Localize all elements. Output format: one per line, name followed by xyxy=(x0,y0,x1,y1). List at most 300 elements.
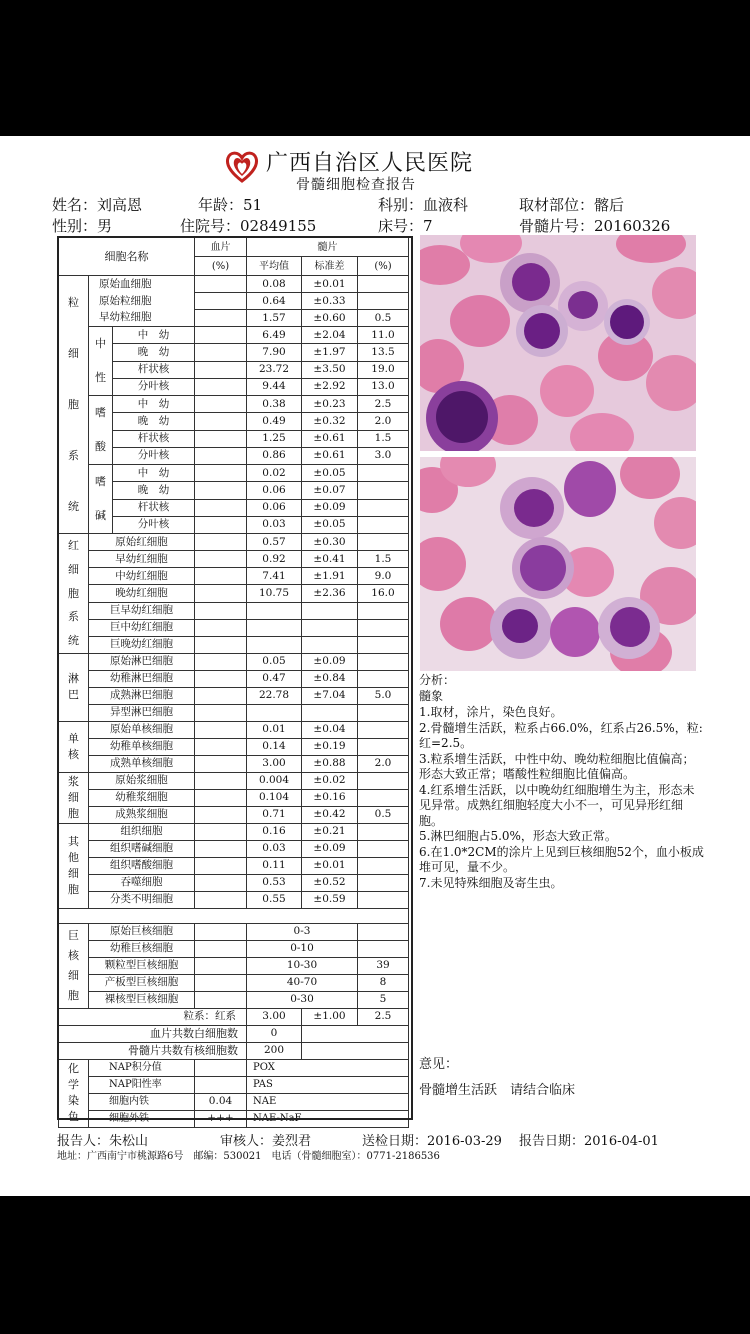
table-row xyxy=(59,1076,409,1093)
pct-value: 39 xyxy=(358,957,409,974)
row-name: 原始淋巴细胞 xyxy=(89,653,195,670)
sd-value: ±0.23 xyxy=(302,396,358,413)
table-row xyxy=(59,1093,409,1110)
mean-value: 0.55 xyxy=(247,891,302,908)
pct-value xyxy=(358,465,409,482)
blood-value xyxy=(195,891,247,908)
mean-value: 0.08 xyxy=(247,276,302,293)
row-name: 原始红细胞 xyxy=(89,534,195,551)
blood-value xyxy=(195,413,247,430)
blood-value xyxy=(195,534,247,551)
sd-value: ±0.19 xyxy=(302,738,358,755)
group-other: 其 他 细 胞 xyxy=(59,823,89,908)
row-name: 组织嗜酸细胞 xyxy=(89,857,195,874)
row-name: 成熟浆细胞 xyxy=(89,806,195,823)
table-row xyxy=(59,1042,409,1059)
pct-value xyxy=(358,874,409,891)
mean-value: 0.86 xyxy=(247,447,302,464)
pct-value xyxy=(358,840,409,857)
pct-value xyxy=(358,516,409,533)
sd-value: ±0.61 xyxy=(302,447,358,464)
mean-value: 0.004 xyxy=(247,772,302,789)
blood-value xyxy=(195,430,247,447)
sd-value: ±0.41 xyxy=(302,551,358,568)
row-name: 裸核型巨核细胞 xyxy=(89,991,195,1008)
table-row xyxy=(59,908,409,923)
row-name: 杆状核 xyxy=(113,499,195,516)
table-row xyxy=(59,551,409,568)
table-row xyxy=(59,874,409,891)
blood-value xyxy=(195,991,247,1008)
row-name: 原始单核细胞 xyxy=(89,721,195,738)
analysis-section xyxy=(419,673,704,891)
sd-value: ±0.52 xyxy=(302,874,358,891)
table-row xyxy=(59,991,409,1008)
group-erythro: 红 细 胞 系 统 xyxy=(59,534,89,654)
table-row xyxy=(59,465,409,482)
pct-value xyxy=(358,857,409,874)
mean-value: 0.47 xyxy=(247,670,302,687)
sd-value: ±0.09 xyxy=(302,499,358,516)
blood-value xyxy=(195,738,247,755)
table-row xyxy=(59,940,409,957)
patient-dept: 科别：血液科 xyxy=(378,196,469,214)
chem-label: NAE xyxy=(247,1093,409,1110)
sd-value: ±0.04 xyxy=(302,721,358,738)
sd-value xyxy=(302,619,358,636)
blood-value xyxy=(195,327,247,344)
mean-value: 23.72 xyxy=(247,361,302,378)
pct-value xyxy=(358,772,409,789)
sd-value: ±0.07 xyxy=(302,482,358,499)
row-name: 早幼粒细胞 xyxy=(89,310,195,327)
report-date: 报告日期：2016-04-01 xyxy=(519,1134,659,1149)
mean-value: 0.92 xyxy=(247,551,302,568)
group-mega: 巨 核 细 胞 xyxy=(59,923,89,1008)
sample-site: 取材部位：髂后 xyxy=(519,196,625,214)
blood-value xyxy=(195,447,247,464)
blood-value xyxy=(195,602,247,619)
row-name: 组织细胞 xyxy=(89,823,195,840)
blood-value xyxy=(195,789,247,806)
table-row xyxy=(59,857,409,874)
ratio-mean: 3.00 xyxy=(247,1008,302,1025)
sd-value: ±0.88 xyxy=(302,755,358,772)
inpatient-number: 住院号：02849155 xyxy=(180,217,317,235)
ref-value: 40-70 xyxy=(247,974,358,991)
blood-value xyxy=(195,653,247,670)
pct-value: 13.0 xyxy=(358,378,409,395)
table-row xyxy=(59,602,409,619)
sd-value: ±0.09 xyxy=(302,840,358,857)
blood-value xyxy=(195,636,247,653)
blood-value xyxy=(195,396,247,413)
pct-value: 5.0 xyxy=(358,687,409,704)
empty-cell xyxy=(302,1042,409,1059)
mean-value: 0.71 xyxy=(247,806,302,823)
table-row xyxy=(59,1059,409,1076)
blood-value xyxy=(195,806,247,823)
header-marrow: 髓片 xyxy=(247,238,409,257)
pct-value: 9.0 xyxy=(358,568,409,585)
reporter: 报告人：朱松山 xyxy=(57,1134,149,1149)
table-row xyxy=(59,772,409,789)
pct-value xyxy=(358,619,409,636)
pct-value xyxy=(358,670,409,687)
sd-value xyxy=(302,636,358,653)
sd-value: ±0.09 xyxy=(302,653,358,670)
pct-value xyxy=(358,940,409,957)
pct-value xyxy=(358,704,409,721)
pct-value xyxy=(358,293,409,310)
blood-value xyxy=(195,687,247,704)
sd-value: ±0.60 xyxy=(302,310,358,327)
count-label: 骨髓片共数有核细胞数 xyxy=(59,1042,247,1059)
table-row xyxy=(59,789,409,806)
blood-value xyxy=(195,670,247,687)
mean-value: 7.41 xyxy=(247,568,302,585)
chem-label: PAS xyxy=(247,1076,409,1093)
mean-value: 0.14 xyxy=(247,738,302,755)
mean-value: 0.16 xyxy=(247,823,302,840)
row-name: 原始血细胞 xyxy=(89,276,195,293)
blood-value xyxy=(195,874,247,891)
report-page xyxy=(0,136,750,1196)
table-row xyxy=(59,738,409,755)
count-label: 血片共数白细胞数 xyxy=(59,1025,247,1042)
row-name: 早幼红细胞 xyxy=(89,551,195,568)
count-value: 0 xyxy=(247,1025,302,1042)
header-blood-unit: (%) xyxy=(195,257,247,276)
table-row xyxy=(59,974,409,991)
sd-value: ±2.36 xyxy=(302,585,358,602)
blood-value xyxy=(195,772,247,789)
mean-value: 0.104 xyxy=(247,789,302,806)
blood-value xyxy=(195,857,247,874)
subgroup-neutro: 中 性 xyxy=(89,327,113,396)
row-name: 中 幼 xyxy=(113,327,195,344)
ref-value: 10-30 xyxy=(247,957,358,974)
chem-value xyxy=(195,1059,247,1076)
row-name: 分叶核 xyxy=(113,516,195,533)
blood-value xyxy=(195,482,247,499)
blood-value xyxy=(195,619,247,636)
row-name: 杆状核 xyxy=(113,430,195,447)
header-cell-name: 细胞名称 xyxy=(59,238,195,276)
table-row xyxy=(59,636,409,653)
mean-value: 7.90 xyxy=(247,344,302,361)
chem-label: POX xyxy=(247,1059,409,1076)
mean-value: 0.03 xyxy=(247,516,302,533)
mean-value xyxy=(247,602,302,619)
blood-value xyxy=(195,551,247,568)
empty-cell xyxy=(302,1025,409,1042)
sd-value: ±0.21 xyxy=(302,823,358,840)
pct-value xyxy=(358,923,409,940)
pct-value: 16.0 xyxy=(358,585,409,602)
count-value: 200 xyxy=(247,1042,302,1059)
patient-name: 姓名：刘高恩 xyxy=(52,196,143,214)
micrograph-top xyxy=(420,235,696,451)
header-mean: 平均值 xyxy=(247,257,302,276)
blood-value xyxy=(195,585,247,602)
group-chem: 化 学 染 色 xyxy=(59,1059,89,1127)
row-name: 吞噬细胞 xyxy=(89,874,195,891)
sd-value xyxy=(302,602,358,619)
table-row xyxy=(59,1008,409,1025)
table-row xyxy=(59,1110,409,1127)
mean-value: 0.06 xyxy=(247,482,302,499)
sd-value: ±2.92 xyxy=(302,378,358,395)
sd-value: ±0.61 xyxy=(302,430,358,447)
chem-label: NAP积分值 xyxy=(89,1059,195,1076)
blood-value xyxy=(195,755,247,772)
pct-value: 2.5 xyxy=(358,396,409,413)
group-plasma: 浆 细 胞 xyxy=(59,772,89,823)
blood-value xyxy=(195,568,247,585)
table-row xyxy=(59,823,409,840)
blood-value xyxy=(195,974,247,991)
micrograph-bottom xyxy=(420,457,696,671)
row-name: 分叶核 xyxy=(113,378,195,395)
chem-label: NAP阳性率 xyxy=(89,1076,195,1093)
analysis-subheading: 髓象 xyxy=(419,688,444,703)
analysis-item: 7.未见特殊细胞及寄生虫。 xyxy=(419,875,563,890)
sd-value: ±0.42 xyxy=(302,806,358,823)
row-name: 异型淋巴细胞 xyxy=(89,704,195,721)
row-name: 分类不明细胞 xyxy=(89,891,195,908)
pct-value: 5 xyxy=(358,991,409,1008)
sd-value: ±0.32 xyxy=(302,413,358,430)
row-name: 颗粒型巨核细胞 xyxy=(89,957,195,974)
table-row xyxy=(59,327,409,344)
mean-value: 0.06 xyxy=(247,499,302,516)
sd-value: ±7.04 xyxy=(302,687,358,704)
blood-value xyxy=(195,499,247,516)
table-row xyxy=(59,704,409,721)
table-row xyxy=(59,396,409,413)
row-name: 晚 幼 xyxy=(113,482,195,499)
pct-value xyxy=(358,534,409,551)
blood-value xyxy=(195,704,247,721)
report-title: 骨髓细胞检查报告 xyxy=(296,177,416,193)
hospital-logo-icon xyxy=(224,148,260,184)
row-name: 中 幼 xyxy=(113,396,195,413)
pct-value xyxy=(358,789,409,806)
row-name: 幼稚淋巴细胞 xyxy=(89,670,195,687)
row-name: 幼稚单核细胞 xyxy=(89,738,195,755)
opinion-text: 骨髓增生活跃 请结合临床 xyxy=(419,1083,576,1098)
header-pct: (%) xyxy=(358,257,409,276)
table-row xyxy=(59,653,409,670)
chem-value: 0.04 xyxy=(195,1093,247,1110)
blood-value xyxy=(195,823,247,840)
chem-value: +++ xyxy=(195,1110,247,1127)
pct-value: 2.0 xyxy=(358,413,409,430)
sd-value: ±3.50 xyxy=(302,361,358,378)
chem-value xyxy=(195,1076,247,1093)
table-row xyxy=(59,276,409,293)
group-mono: 单 核 xyxy=(59,721,89,772)
send-date: 送检日期：2016-03-29 xyxy=(362,1134,502,1149)
ratio-pct: 2.5 xyxy=(358,1008,409,1025)
table-row xyxy=(59,534,409,551)
mean-value: 0.53 xyxy=(247,874,302,891)
mean-value xyxy=(247,636,302,653)
mean-value: 0.49 xyxy=(247,413,302,430)
patient-sex: 性别：男 xyxy=(52,217,113,235)
row-name: 杆状核 xyxy=(113,361,195,378)
blood-value xyxy=(195,721,247,738)
pct-value: 0.5 xyxy=(358,310,409,327)
table-row xyxy=(59,957,409,974)
table-row xyxy=(59,891,409,908)
sd-value: ±1.91 xyxy=(302,568,358,585)
table-row xyxy=(59,585,409,602)
blood-value xyxy=(195,465,247,482)
sd-value: ±2.04 xyxy=(302,327,358,344)
blood-value xyxy=(195,378,247,395)
table-row xyxy=(59,238,409,257)
row-name: 原始浆细胞 xyxy=(89,772,195,789)
pct-value xyxy=(358,738,409,755)
table-row xyxy=(59,687,409,704)
ratio-sd: ±1.00 xyxy=(302,1008,358,1025)
table-row xyxy=(59,568,409,585)
slide-number: 骨髓片号：20160326 xyxy=(519,217,671,235)
table-row xyxy=(59,923,409,940)
row-name: 巨晚幼红细胞 xyxy=(89,636,195,653)
row-name: 组织嗜碱细胞 xyxy=(89,840,195,857)
sd-value: ±0.16 xyxy=(302,789,358,806)
pct-value xyxy=(358,499,409,516)
ratio-label: 粒系：红系 xyxy=(59,1008,247,1025)
mean-value: 6.49 xyxy=(247,327,302,344)
table-row xyxy=(59,806,409,823)
row-name: 产板型巨核细胞 xyxy=(89,974,195,991)
sd-value: ±0.33 xyxy=(302,293,358,310)
pct-value xyxy=(358,482,409,499)
mean-value xyxy=(247,704,302,721)
patient-age: 年龄：51 xyxy=(198,196,263,214)
pct-value xyxy=(358,653,409,670)
mean-value: 0.38 xyxy=(247,396,302,413)
ref-value: 0-10 xyxy=(247,940,358,957)
mean-value: 0.02 xyxy=(247,465,302,482)
mean-value xyxy=(247,619,302,636)
blood-value xyxy=(195,344,247,361)
analysis-item: 6.在1.0*2CM的涂片上见到巨核细胞52个，血小板成堆可见，量不少。 xyxy=(419,844,704,874)
blood-value xyxy=(195,276,247,293)
row-name: 幼稚巨核细胞 xyxy=(89,940,195,957)
analysis-item: 2.骨髓增生活跃，粒系占66.0%，红系占26.5%，粒:红=2.5。 xyxy=(419,720,703,750)
mean-value: 0.03 xyxy=(247,840,302,857)
row-name: 分叶核 xyxy=(113,447,195,464)
pct-value: 3.0 xyxy=(358,447,409,464)
ref-value: 0-3 xyxy=(247,923,358,940)
sd-value: ±0.84 xyxy=(302,670,358,687)
mean-value: 3.00 xyxy=(247,755,302,772)
row-name: 晚 幼 xyxy=(113,413,195,430)
pct-value xyxy=(358,823,409,840)
blood-value xyxy=(195,516,247,533)
blood-value xyxy=(195,293,247,310)
header-blood: 血片 xyxy=(195,238,247,257)
sd-value: ±1.97 xyxy=(302,344,358,361)
blood-value xyxy=(195,957,247,974)
pct-value xyxy=(358,636,409,653)
sd-value xyxy=(302,704,358,721)
row-name: 晚幼红细胞 xyxy=(89,585,195,602)
pct-value xyxy=(358,602,409,619)
pct-value: 19.0 xyxy=(358,361,409,378)
row-name: 巨早幼红细胞 xyxy=(89,602,195,619)
chem-label: NAE-NaF xyxy=(247,1110,409,1127)
mean-value: 0.01 xyxy=(247,721,302,738)
opinion-heading: 意见： xyxy=(419,1057,459,1072)
blood-value xyxy=(195,923,247,940)
mean-value: 0.11 xyxy=(247,857,302,874)
row-name: 幼稚浆细胞 xyxy=(89,789,195,806)
sd-value: ±0.05 xyxy=(302,516,358,533)
chem-label: 细胞内铁 xyxy=(89,1093,195,1110)
pct-value xyxy=(358,891,409,908)
blood-value xyxy=(195,310,247,327)
pct-value: 13.5 xyxy=(358,344,409,361)
pct-value: 8 xyxy=(358,974,409,991)
table-row xyxy=(59,293,409,310)
analysis-item: 5.淋巴细胞占5.0%，形态大致正常。 xyxy=(419,829,617,843)
reviewer: 审核人：姜烈君 xyxy=(220,1134,312,1149)
mean-value: 10.75 xyxy=(247,585,302,602)
hospital-name: 广西自治区人民医院 xyxy=(266,151,474,176)
pct-value: 1.5 xyxy=(358,551,409,568)
pct-value xyxy=(358,276,409,293)
analysis-item: 4.红系增生活跃，以中晚幼红细胞增生为主，形态未见异常。成熟红细胞轻度大小不一，可见异形红细胞。 xyxy=(419,782,695,828)
pct-value: 11.0 xyxy=(358,327,409,344)
group-granulocyte: 粒 细 胞 系 统 xyxy=(59,276,89,534)
blood-value xyxy=(195,361,247,378)
sd-value: ±0.59 xyxy=(302,891,358,908)
table-row xyxy=(59,840,409,857)
table-row xyxy=(59,310,409,327)
pct-value: 2.0 xyxy=(358,755,409,772)
table-row xyxy=(59,755,409,772)
row-name: 成熟单核细胞 xyxy=(89,755,195,772)
pct-value: 0.5 xyxy=(358,806,409,823)
sd-value: ±0.01 xyxy=(302,276,358,293)
mean-value: 0.64 xyxy=(247,293,302,310)
sd-value: ±0.05 xyxy=(302,465,358,482)
pct-value: 1.5 xyxy=(358,430,409,447)
subgroup-eosino: 嗜 酸 xyxy=(89,396,113,465)
analysis-item: 3.粒系增生活跃，中性中幼、晚幼粒细胞比值偏高；形态大致正常；嗜酸性粒细胞比值偏高。 xyxy=(419,751,695,781)
table-row xyxy=(59,670,409,687)
row-name: 原始巨核细胞 xyxy=(89,923,195,940)
row-name: 晚 幼 xyxy=(113,344,195,361)
mean-value: 1.57 xyxy=(247,310,302,327)
table-row xyxy=(59,619,409,636)
row-name: 成熟淋巴细胞 xyxy=(89,687,195,704)
sd-value: ±0.30 xyxy=(302,534,358,551)
mean-value: 0.05 xyxy=(247,653,302,670)
mean-value: 1.25 xyxy=(247,430,302,447)
blood-value xyxy=(195,940,247,957)
spacer xyxy=(59,908,409,923)
table-row xyxy=(59,1025,409,1042)
table-row xyxy=(59,721,409,738)
blood-value xyxy=(195,840,247,857)
